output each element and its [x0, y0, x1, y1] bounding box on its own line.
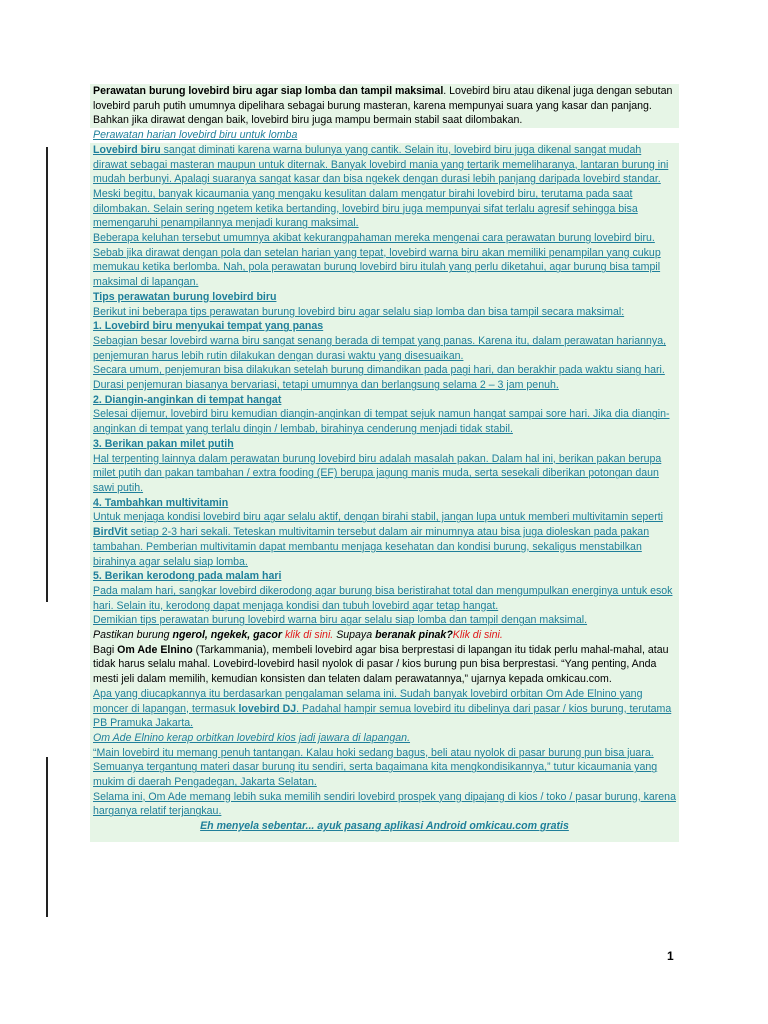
ome2-text: . Padahal hampir semua lovebird itu dibelinya dari pasar / kios burung, terutama PB Pramuka Jakarta. — [93, 702, 672, 730]
tip-4-text-a: Untuk menjaga kondisi lovebird biru agar selalu aktif, dengan birahi stabil, jangan lupa untuk memberi multivitamin seperti — [93, 511, 664, 524]
tip-1-text[interactable]: Sebagian besar lovebird warna biru sangat senang berada di tempat yang panas. Karena itu, dalam perawatan hariannya, penjemuran harus lebih rutin dilakukan dengan durasi waktu yang disesuaikan. — [93, 334, 667, 362]
ome-text: (Tarkammania), membeli lovebird agar bisa berprestasi di lapangan itu tidak perlu mahal-mahal, atau tidak harus selalu mahal. Lovebird-lovebird hasil nyolok di pasar / kios burung pun bisa berprestasi. “Yang penting, Anda mesti jeli dalam memilih, kemudian konsisten dan telaten dalam perawatannya,” ujarnya kepada omkicau.com. — [93, 643, 669, 686]
closing-paragraph[interactable]: Selama ini, Om Ade memang lebih suka memilih sendiri lovebird prospek yang dipajang di kios / toko / pasar burung, karena harganya relatif terjangkau. — [93, 790, 676, 818]
intro-paragraph — [90, 84, 679, 128]
bold-term: Lovebird biru — [93, 143, 161, 156]
paragraph-1[interactable] — [93, 143, 676, 187]
ome-paragraph — [93, 643, 676, 687]
tips-heading[interactable]: Tips perawatan burung lovebird biru — [93, 290, 277, 303]
tip-4-heading[interactable]: 4. Tambahkan multivitamin — [93, 496, 229, 509]
article-title: Perawatan burung lovebird biru agar siap lomba dan tampil maksimal — [93, 85, 444, 97]
promo-text: Supaya — [333, 629, 376, 642]
tip-1-heading[interactable]: 1. Lovebird biru menyukai tempat yang panas — [93, 320, 324, 333]
paragraph-text: sangat diminati karena warna bulunya yang cantik. Selain itu, lovebird biru juga dikenal sangat mudah dirawat sebagai masteran maupun untuk diternak. Banyak lovebird mania yang tertarik memeliharanya, lantaran burung ini mudah berbunyi. Apalagi suaranya sangat kasar dan bisa ngekek dengan durasi lebih panjang daripada lovebird standar. — [93, 143, 669, 186]
promo-text: Pastikan burung — [93, 629, 173, 642]
tip-2-text[interactable]: Selesai dijemur, lovebird biru kemudian diangin-anginkan di tempat sejuk namun hangat sampai sore hari. Jika dia diangin-anginkan di tempat yang terlalu dingin / lembab, birahinya cenderung menjadi tidak stabil. — [93, 408, 670, 436]
tip-1-text-2[interactable]: Secara umum, penjemuran bisa dilakukan setelah burung dimandikan pada pagi hari, dan berakhir pada waktu siang hari. Durasi penjemuran biasanya bervariasi, tetapi umumnya dan berlangsung selama 2 – 3 jam penuh. — [93, 364, 665, 392]
tip-3-heading[interactable]: 3. Berikan pakan milet putih — [93, 437, 234, 450]
tips-intro[interactable]: Berikut ini beberapa tips perawatan burung lovebird biru agar selalu siap lomba dan bisa tampil secara maksimal: — [93, 305, 625, 318]
subtitle-link[interactable]: Perawatan harian lovebird biru untuk lomba — [93, 129, 298, 142]
left-margin-bar — [46, 147, 48, 602]
tip-5-heading[interactable]: 5. Berikan kerodong pada malam hari — [93, 570, 282, 583]
page-number: 1 — [667, 949, 674, 963]
ome2-text: Apa yang diucapkannya itu berdasarkan pengalaman selama ini. Sudah banyak lovebird orbitan Om Ade Elnino yang moncer di lapangan, termasuk — [93, 687, 643, 715]
tip-5-text[interactable]: Pada malam hari, sangkar lovebird dikerodong agar burung bisa beristirahat total dan mengumpulkan energinya untuk esok hari. Selain itu, kerodong dapat menjaga kondisi dan tubuh lovebird agar tetap hangat. — [93, 584, 673, 612]
click-here-link[interactable]: klik di sini. — [282, 629, 334, 642]
tip-5-text-2[interactable]: Demikian tips perawatan burung lovebird warna biru agar selalu siap lomba dan tampil dengan maksimal. — [93, 614, 588, 627]
promo-line — [93, 628, 676, 643]
quote-paragraph[interactable]: “Main lovebird itu memang penuh tantangan. Kalau hoki sedang bagus, beli atau nyolok di pasar burung pun bisa juara. Semuanya tergantung materi dasar burung itu sendiri, serta bagaimana kita mengkondisikannya,” tutur kicaumania yang mukim di daerah Pengadegan, Jakarta Selatan. — [93, 746, 658, 789]
ome-text: Bagi — [93, 643, 118, 656]
click-here-link[interactable]: Klik di sini. — [452, 629, 503, 642]
tip-2-heading[interactable]: 2. Diangin-anginkan di tempat hangat — [93, 393, 282, 406]
paragraph-2[interactable]: Meski begitu, banyak kicaumania yang mengaku kesulitan dalam mengatur birahi lovebird biru, terutama pada saat dilombakan. Selain sering ngetem ketika bertanding, lovebird biru juga mempunyai sifat terlalu agresif sehingga bisa memengaruhi penampilannya menjadi kurang maksimal. — [93, 187, 638, 230]
ome-paragraph-2[interactable] — [93, 687, 676, 731]
tip-4-text-b: setiap 2-3 hari sekali. Teteskan multivitamin tersebut dalam air minumnya atau bisa juga dioleskan pada pakan tambahan. Pemberian multivitamin dapat membantu menjaga kesehatan dan kondisi burung, sekaligus menstabilkan birahinya agar selalu siap lomba. — [93, 526, 650, 568]
linked-article-block — [90, 143, 679, 842]
ome-name: Om Ade Elnino — [117, 643, 193, 656]
promo-bold: beranak pinak? — [375, 629, 453, 642]
app-promo-link[interactable]: Eh menyela sebentar... ayuk pasang aplikasi Android omkicau.com gratis — [200, 820, 569, 833]
image-caption[interactable]: Om Ade Elnino kerap orbitkan lovebird kios jadi jawara di lapangan. — [93, 731, 411, 744]
birdvit-term: BirdVit — [93, 526, 128, 539]
intro-text: . Lovebird biru atau dikenal juga dengan sebutan lovebird paruh putih umumnya dipelihara sebagai burung masteran, karena mempunyai suara yang kasar dan panjang. Bahkan jika dirawat dengan baik, lovebird biru juga mampu bermain stabil saat dilombakan. — [93, 85, 673, 127]
tip-4-text[interactable] — [93, 510, 676, 569]
lovebird-dj-link: lovebird DJ — [238, 702, 297, 715]
article-body — [90, 84, 679, 842]
promo-bold: ngerol, ngekek, gacor — [172, 629, 283, 642]
tip-3-text[interactable]: Hal terpenting lainnya dalam perawatan burung lovebird biru adalah masalah pakan. Dalam hal ini, berikan pakan berupa milet putih dan pakan tambahan / extra fooding (EF) berupa jagung manis muda, serta sesekali diberikan potongan daun sawi putih. — [93, 452, 662, 494]
paragraph-3[interactable]: Beberapa keluhan tersebut umumnya akibat kekurangpahaman mereka mengenai cara perawatan burung lovebird biru. Sebab jika dirawat dengan pola dan setelan harian yang tepat, lovebird warna biru akan memiliki penampilan yang cukup memukau ketika berlomba. Nah, pola perawatan burung lovebird biru itulah yang perlu diketahui, agar burung bisa tampil maksimal di lapangan. — [93, 232, 661, 289]
left-margin-bar — [46, 757, 48, 917]
